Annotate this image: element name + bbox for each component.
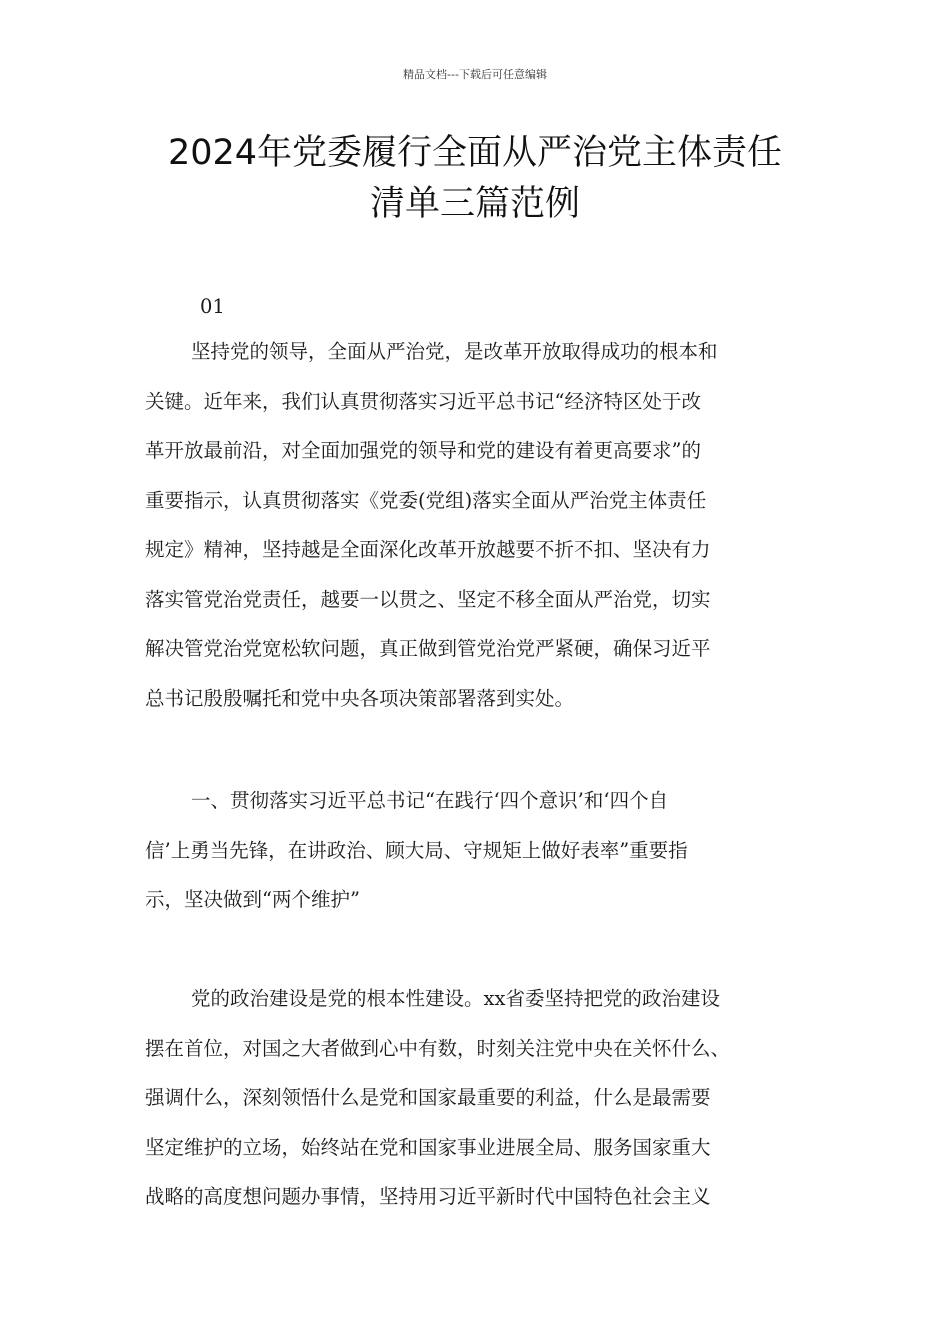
paragraph-line: 坚定维护的立场，始终站在党和国家事业进展全局、服务国家重大	[145, 1135, 711, 1159]
paragraph-line: 党的政治建设是党的根本性建设。xx省委坚持把党的政治建设	[191, 987, 720, 1010]
title-line-2: 清单三篇范例	[369, 184, 580, 224]
intro-paragraph	[145, 327, 815, 723]
paragraph-line: 革开放最前沿，对全面加强党的领导和党的建设有着更高要求”的	[145, 439, 701, 462]
paragraph-line: 解决管党治党宽松软问题，真正做到管党治党严紧硬，确保习近平	[145, 637, 711, 660]
paragraph-line: 一、贯彻落实习近平总书记“在践行‘四个意识’和‘四个自	[191, 789, 669, 812]
section-number-paragraph	[145, 282, 815, 332]
paragraph-line: 重要指示，认真贯彻落实《党委(党组)落实全面从严治党主体责任	[145, 488, 707, 512]
paragraph-line: 关键。近年来，我们认真贯彻落实习近平总书记“经济特区处于改	[145, 389, 701, 413]
paragraph-line: 信’上勇当先锋，在讲政治、顾大局、守规矩上做好表率”重要指	[145, 838, 688, 862]
section-heading-paragraph	[145, 776, 815, 925]
paragraph-line: 摆在首位，对国之大者做到心中有数，时刻关注党中央在关怀什么、	[145, 1036, 731, 1060]
paragraph-line: 示，坚决做到“两个维护”	[145, 888, 360, 911]
paragraph-line: 落实管党治党责任，越要一以贯之、坚定不移全面从严治党，切实	[145, 587, 711, 611]
paragraph-line: 总书记殷殷嘱托和党中央各项决策部署落到实处。	[145, 686, 575, 710]
paragraph-line: 坚持党的领导，全面从严治党，是改革开放取得成功的根本和	[191, 340, 718, 363]
paragraph-line: 强调什么，深刻领悟什么是党和国家最重要的利益，什么是最需要	[145, 1086, 711, 1109]
body-paragraph	[145, 974, 815, 1222]
title-line-1: 2024年党委履行全面从严治党主体责任	[167, 133, 783, 173]
paragraph-line: 战略的高度想问题办事情，坚持用习近平新时代中国特色社会主义	[145, 1185, 711, 1208]
document-title	[100, 128, 850, 230]
page-header: 精品文档---下载后可任意编辑	[403, 68, 547, 81]
section-number: 01	[200, 295, 225, 318]
paragraph-line: 规定》精神，坚持越是全面深化改革开放越要不折不扣、坚决有力	[145, 538, 711, 561]
